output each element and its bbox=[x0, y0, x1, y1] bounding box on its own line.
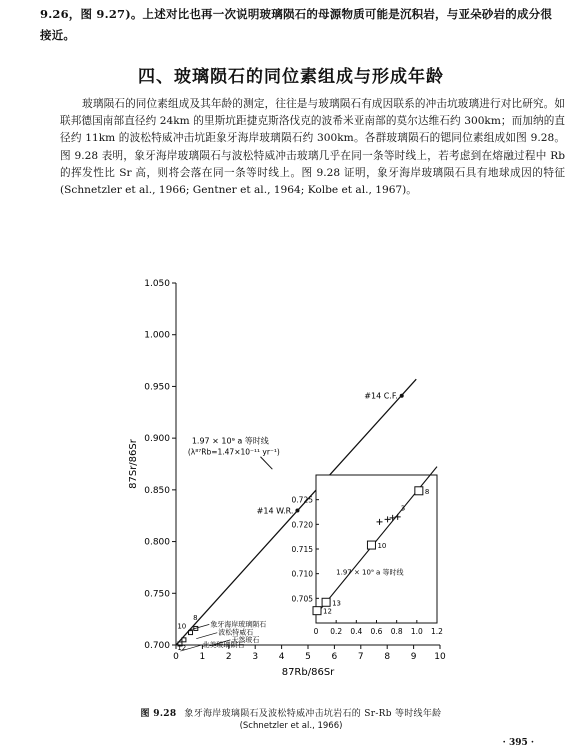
data-point-label: #14 W.R. bbox=[256, 506, 294, 516]
inset-y-tick-label: 0.705 bbox=[291, 594, 313, 604]
page-number: · 395 · bbox=[502, 738, 534, 748]
inset-isochron-label: 1.97 × 10⁹ a 等时线 bbox=[336, 568, 404, 577]
y-tick-label: 0.700 bbox=[144, 641, 170, 651]
x-tick-label: 5 bbox=[305, 652, 311, 662]
inset-square-label: 12 bbox=[323, 607, 332, 616]
isochron-label-leader bbox=[260, 457, 272, 469]
figure-number: 图 9.28 bbox=[140, 709, 177, 719]
group-annotation: 天然玻石 bbox=[231, 635, 260, 644]
inset-square-label: 8 bbox=[424, 487, 430, 496]
figure-caption bbox=[0, 706, 582, 719]
point-number-label: 8 bbox=[193, 614, 198, 623]
group-annotation: 北美玻璃陨石 bbox=[202, 641, 245, 650]
section-heading: 四、玻璃陨石的同位素组成与形成年龄 bbox=[138, 67, 444, 87]
y-tick-label: 0.800 bbox=[144, 537, 170, 548]
y-tick-label: 0.850 bbox=[144, 485, 170, 496]
y-tick-label: 1.000 bbox=[144, 330, 170, 341]
inset-x-tick-label: 1.2 bbox=[431, 627, 443, 636]
y-tick-label: 0.750 bbox=[144, 589, 170, 600]
x-tick-label: 6 bbox=[331, 652, 338, 662]
y-tick-label: 1.050 bbox=[144, 279, 170, 289]
y-tick-label: 0.950 bbox=[144, 382, 170, 393]
annotation-leader bbox=[196, 633, 217, 639]
inset-x-tick-label: 1.0 bbox=[410, 627, 423, 636]
point-number-label: 10 bbox=[177, 622, 187, 631]
group-annotation: 波松特威石 bbox=[218, 628, 254, 637]
x-tick-label: 0 bbox=[173, 652, 179, 662]
group-annotation: 象牙海岸玻璃陨石 bbox=[210, 620, 267, 629]
data-point-label: #14 C.F. bbox=[364, 391, 398, 401]
y-axis-label: 87Sr/86Sr bbox=[128, 439, 139, 489]
x-tick-label: 4 bbox=[278, 652, 285, 662]
x-tick-label: 2 bbox=[225, 652, 232, 662]
x-tick-label: 9 bbox=[410, 652, 417, 662]
inset-y-tick-label: 0.725 bbox=[291, 495, 313, 505]
data-point bbox=[295, 509, 299, 513]
x-tick-label: 10 bbox=[434, 652, 446, 662]
point-number-label: 12 bbox=[177, 644, 187, 653]
inset-x-tick-label: 0.2 bbox=[330, 627, 343, 636]
data-point bbox=[400, 394, 404, 398]
x-tick-label: 7 bbox=[357, 652, 364, 662]
figure-citation: (Schnetzler et al., 1966) bbox=[239, 721, 343, 731]
inset-cross-label: 3 bbox=[400, 504, 406, 513]
x-axis-label: 87Rb/86Sr bbox=[281, 667, 335, 678]
inset-square-point bbox=[322, 598, 330, 606]
inset-x-tick-label: 0.4 bbox=[350, 627, 363, 636]
inset-x-tick-label: 0.8 bbox=[390, 627, 403, 636]
x-tick-label: 3 bbox=[252, 652, 259, 662]
y-tick-label: 0.900 bbox=[144, 434, 170, 445]
inset-square-point bbox=[313, 607, 321, 615]
inset-x-tick-label: 0 bbox=[313, 627, 319, 636]
isochron-chart bbox=[122, 275, 562, 700]
x-tick-label: 1 bbox=[199, 652, 206, 662]
figure-caption-text: 象牙海岸玻璃陨石及波松特威冲击坑岩石的 Sr-Rb 等时线年龄 bbox=[184, 709, 442, 719]
inset-square-label: 13 bbox=[332, 599, 342, 608]
inset-x-tick-label: 0.6 bbox=[370, 627, 383, 636]
inset-square-label: 10 bbox=[377, 542, 387, 551]
isochron-constant-label: (λ⁸⁷Rb=1.47×10⁻¹¹ yr⁻¹) bbox=[187, 447, 280, 457]
x-tick-label: 8 bbox=[384, 652, 391, 662]
inset-y-tick-label: 0.720 bbox=[291, 520, 313, 530]
body-paragraph-text: 玻璃陨石的同位素组成及其年龄的测定，往往是与玻璃陨石有成因联系的冲击坑玻璃进行对比研究。如联邦德国南部直径约 24km 的里斯坑距捷克斯洛伐克的波希米亚南部的莫尔达维石约 300km；而加纳的直径约 11km 的波松特威冲击坑距象牙海岸玻璃陨石约 300km。各群玻璃陨石的锶同位素组成如图 9.28。图 9.28 表明，象牙海岸玻璃陨石与波松特威冲击玻璃几乎在同一条等时线上，若考虑到在熔融过程中 Rb 的挥发性比 Sr 高，则将会落在同一条等时线上。图 9.28 证明，象牙海岸玻璃陨石具有地球成因的特征 (Schnetzler et al., 1966; Gentner et al., 1964; Kolbe et al., 1967)。 bbox=[60, 98, 565, 197]
inset-square-point bbox=[367, 541, 375, 549]
body-paragraph bbox=[60, 96, 565, 199]
isochron-label: 1.97 × 10⁹ a 等时线 bbox=[191, 436, 269, 446]
isochron-figure bbox=[122, 275, 562, 700]
inset-y-tick-label: 0.715 bbox=[291, 545, 313, 554]
inset-square-point bbox=[415, 487, 423, 495]
inset-y-tick-label: 0.710 bbox=[291, 569, 313, 579]
continued-paragraph: 9.26，图 9.27)。上述对比也再一次说明玻璃陨石的母源物质可能是沉积岩，与亚朵砂岩的成分很接近。 bbox=[40, 7, 553, 42]
